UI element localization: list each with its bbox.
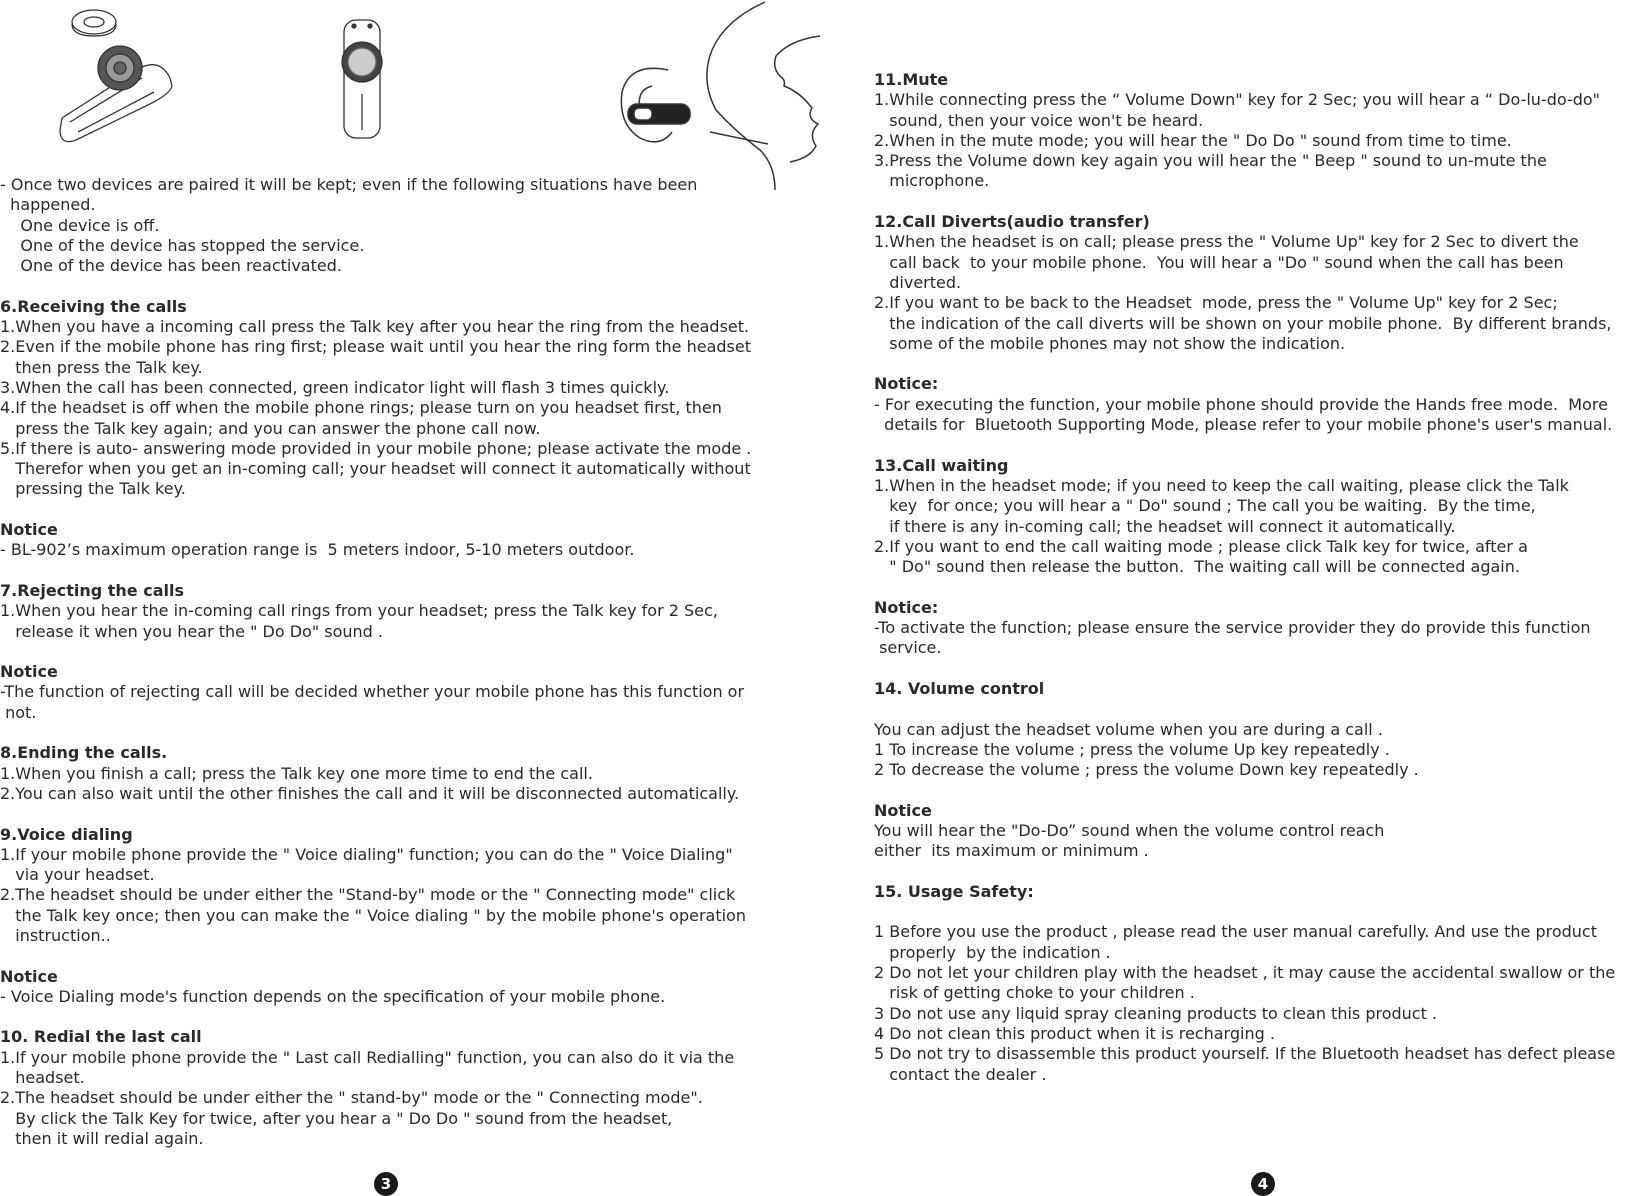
text-line: if there is any in-coming call; the headset will connect it automatically. (874, 516, 1456, 536)
notice-service-provider (874, 598, 1649, 659)
section-rejecting-calls (0, 581, 800, 642)
person-wearing-headset-illustration (621, 2, 820, 190)
notice-rejecting (0, 662, 800, 723)
text-line: then it will redial again. (0, 1128, 204, 1148)
text-line: some of the mobile phones may not show the indication. (874, 333, 1346, 353)
text-line: 2.If you want to be back to the Headset mode, press the " Volume Up" key for 2 Sec; (874, 293, 1558, 313)
text-line: Therefor when you get an in-coming call; your headset will connect it automatically without (0, 459, 751, 479)
text-line: 4 Do not clean this product when it is recharging . (874, 1023, 1275, 1043)
text-line: diverted. (874, 272, 962, 292)
section-title: 12.Call Diverts(audio transfer) (874, 212, 1150, 232)
section-title: 11.Mute (874, 70, 949, 89)
text-line: You will hear the "Do-Do” sound when the volume control reach (874, 820, 1385, 840)
text-line: 2.The headset should be under either the " stand-by" mode or the " Connecting mode". (0, 1088, 703, 1108)
text-line: 3.When the call has been connected, green indicator light will flash 3 times quickly. (0, 377, 670, 397)
section-ending-calls (0, 743, 800, 804)
text-line: 1.If your mobile phone provide the " Last call Redialling" function, you can also do it via the (0, 1047, 735, 1067)
section-mute (874, 70, 1649, 192)
notice-title: Notice (0, 966, 58, 986)
text-line: 1.When you finish a call; press the Talk key one more time to end the call. (0, 763, 593, 783)
text-line: via your headset. (0, 865, 155, 885)
text-line: 1.When in the headset mode; if you need to keep the call waiting, please click the Talk (874, 475, 1569, 495)
text-line: 2.Even if the mobile phone has ring first; please wait until you hear the ring form the headset (0, 337, 752, 357)
intro-line: happened. (0, 195, 96, 215)
headset-illustrations (0, 0, 840, 200)
text-line: 4.If the headset is off when the mobile phone rings; please turn on you headset first, then (0, 398, 722, 418)
text-line: properly by the indication . (874, 942, 1111, 962)
text-line: press the Talk key again; and you can answer the phone call now. (0, 418, 541, 438)
text-line: risk of getting choke to your children . (874, 983, 1195, 1003)
section-title: 8.Ending the calls. (0, 743, 168, 763)
notice-operation-range (0, 520, 800, 561)
text-line: 1.When you hear the in-coming call rings from your headset; press the Talk key for 2 Sec, (0, 601, 718, 621)
text-line: not. (0, 702, 37, 722)
page-number-right: 4 (1251, 1172, 1275, 1196)
text-line: either its maximum or minimum . (874, 841, 1149, 861)
page-number-left: 3 (374, 1172, 398, 1196)
intro-line: One of the device has been reactivated. (0, 256, 342, 276)
text-line: then press the Talk key. (0, 357, 203, 377)
pairing-info (0, 175, 800, 276)
section-redial (0, 1027, 800, 1149)
right-page (874, 70, 1649, 1085)
text-line: headset. (0, 1068, 85, 1088)
intro-line: One device is off. (0, 215, 160, 235)
text-line: - BL-902’s maximum operation range is 5 meters indoor, 5-10 meters outdoor. (0, 540, 635, 560)
text-line: " Do" sound then release the button. The waiting call will be connected again. (874, 557, 1520, 577)
notice-title: Notice (0, 520, 58, 540)
left-page (0, 175, 800, 1149)
text-line: 1.When you have a incoming call press the Talk key after you hear the ring from the headset. (0, 317, 750, 337)
text-line: -To activate the function; please ensure the service provider they do provide this function (874, 618, 1591, 638)
section-title: 9.Voice dialing (0, 824, 133, 844)
ear-cushion-illustration (72, 10, 116, 36)
text-line: the Talk key once; then you can make the " Voice dialing " by the mobile phone's operation (0, 905, 746, 925)
section-receiving-calls (0, 297, 800, 500)
text-line: 1 Before you use the product , please read the user manual carefully. And use the product (874, 922, 1597, 942)
text-line: details for Bluetooth Supporting Mode, please refer to your mobile phone's user's manual. (874, 415, 1613, 435)
text-line: the indication of the call diverts will be shown on your mobile phone. By different brands, (874, 313, 1612, 333)
text-line: contact the dealer . (874, 1064, 1047, 1084)
section-title: 6.Receiving the calls (0, 296, 187, 316)
section-call-waiting (874, 456, 1649, 578)
notice-hands-free (874, 374, 1649, 435)
text-line: 1 To increase the volume ; press the volume Up key repeatedly . (874, 739, 1390, 759)
text-line: instruction.. (0, 925, 111, 945)
section-title: 7.Rejecting the calls (0, 580, 184, 600)
text-line: 2 To decrease the volume ; press the volume Down key repeatedly . (874, 760, 1419, 780)
text-line: 2 Do not let your children play with the headset , it may cause the accidental swallow or the (874, 963, 1616, 983)
intro-line: - Once two devices are paired it will be kept; even if the following situations have been (0, 175, 698, 194)
text-line: 1.While connecting press the “ Volume Down" key for 2 Sec; you will hear a “ Do-lu-do-do" (874, 90, 1601, 110)
text-line: 2.You can also wait until the other finishes the call and it will be disconnected automatically. (0, 783, 740, 803)
text-line: 5 Do not try to disassemble this product yourself. If the Bluetooth headset has defect please (874, 1044, 1616, 1064)
text-line: call back to your mobile phone. You will hear a "Do " sound when the call has been (874, 252, 1564, 272)
text-line: key for once; you will hear a " Do" sound ; The call you be waiting. By the time, (874, 496, 1536, 516)
text-line: pressing the Talk key. (0, 479, 186, 499)
section-title: 15. Usage Safety: (874, 881, 1034, 901)
section-call-diverts (874, 212, 1649, 354)
text-line: release it when you hear the " Do Do" sound . (0, 621, 383, 641)
section-usage-safety (874, 882, 1649, 1085)
notice-voice-dialing (0, 967, 800, 1008)
text-line: microphone. (874, 171, 990, 191)
section-volume-control (874, 679, 1649, 780)
text-line: 2.When in the mute mode; you will hear the " Do Do " sound from time to time. (874, 130, 1512, 150)
text-line: You can adjust the headset volume when you are during a call . (874, 719, 1383, 739)
text-line: service. (874, 638, 942, 658)
text-line: -The function of rejecting call will be decided whether your mobile phone has this function or (0, 682, 745, 702)
section-title: 14. Volume control (874, 678, 1045, 698)
text-line: 3 Do not use any liquid spray cleaning products to clean this product . (874, 1003, 1438, 1023)
section-title: 13.Call waiting (874, 455, 1009, 475)
headset-front-illustration (342, 20, 382, 138)
notice-title: Notice (874, 800, 932, 820)
intro-line: One of the device has stopped the service. (0, 235, 365, 255)
text-line: By click the Talk Key for twice, after you hear a " Do Do " sound from the headset, (0, 1108, 673, 1128)
text-line: 5.If there is auto- answering mode provided in your mobile phone; please activate the mode . (0, 438, 752, 458)
text-line: 1.If your mobile phone provide the " Voice dialing" function; you can do the " Voice Dialing" (0, 844, 733, 864)
text-line: 2.If you want to end the call waiting mode ; please click Talk key for twice, after a (874, 536, 1528, 556)
text-line: - For executing the function, your mobile phone should provide the Hands free mode. More (874, 394, 1608, 414)
notice-title: Notice: (874, 374, 939, 394)
text-line: 1.When the headset is on call; please press the " Volume Up" key for 2 Sec to divert the (874, 232, 1579, 252)
section-title: 10. Redial the last call (0, 1027, 202, 1047)
notice-title: Notice: (874, 597, 939, 617)
text-line: sound, then your voice won't be heard. (874, 110, 1204, 130)
text-line: 3.Press the Volume down key again you will hear the " Beep " sound to un-mute the (874, 151, 1547, 171)
headset-side-illustration (60, 46, 172, 142)
section-voice-dialing (0, 825, 800, 947)
notice-volume (874, 801, 1649, 862)
text-line: 2.The headset should be under either the "Stand-by" mode or the " Connecting mode" click (0, 885, 736, 905)
text-line: - Voice Dialing mode's function depends on the specification of your mobile phone. (0, 986, 666, 1006)
notice-title: Notice (0, 662, 58, 682)
